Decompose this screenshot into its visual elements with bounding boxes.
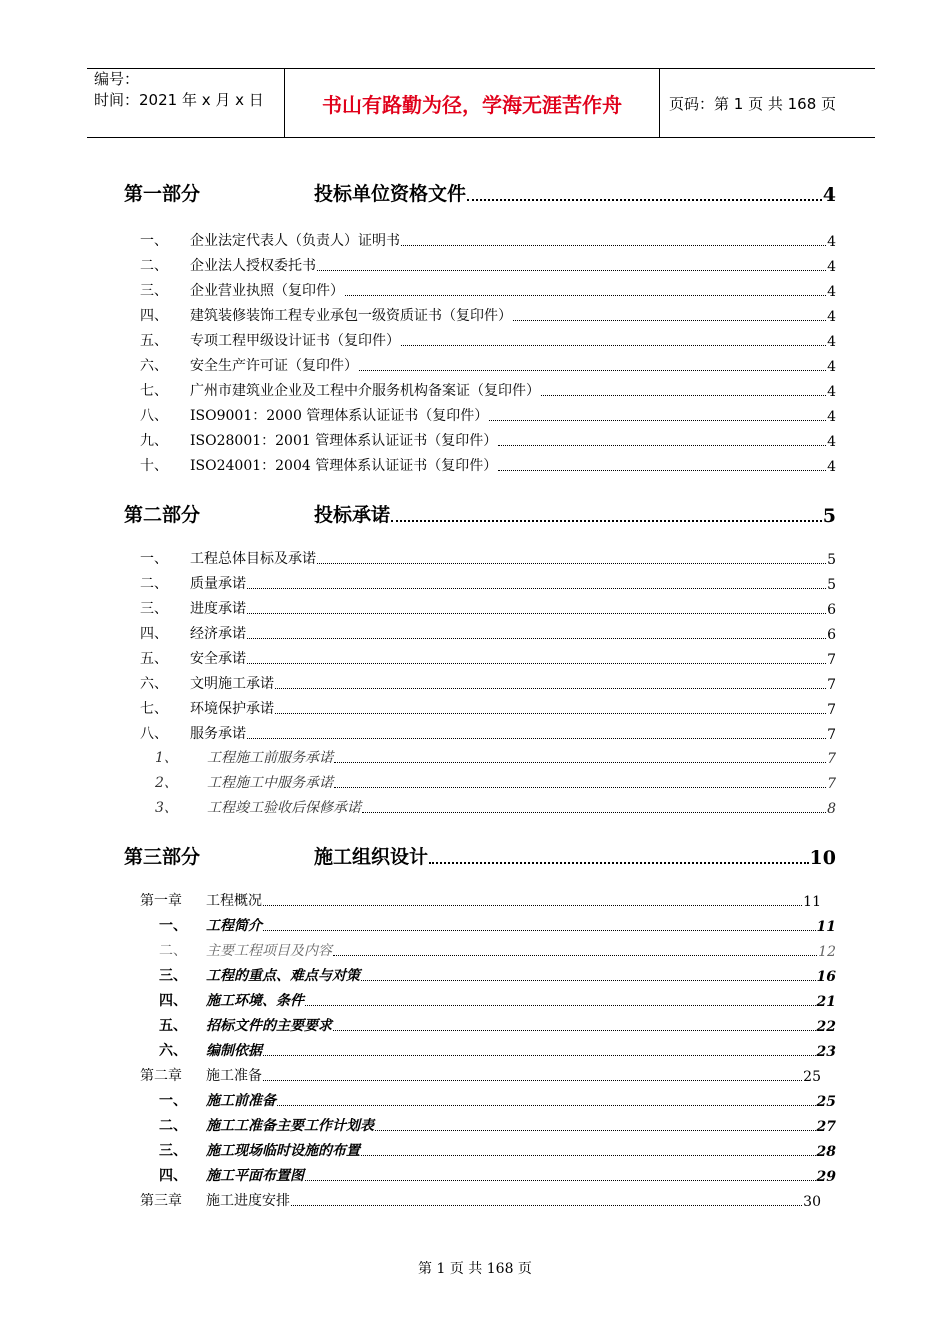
toc-leader-dots	[263, 929, 816, 931]
toc-entry-number: 第二章	[140, 1068, 182, 1084]
toc-entry-number: 四、	[159, 993, 187, 1009]
toc-item[interactable]	[140, 598, 836, 618]
toc-item[interactable]	[140, 430, 836, 450]
toc-item[interactable]	[140, 573, 836, 593]
toc-entry-number: 六、	[140, 358, 168, 374]
toc-entry-title: 建筑装修装饰工程专业承包一级资质证书（复印件）	[190, 308, 512, 324]
toc-entry-page: 11	[816, 919, 836, 935]
header-meta	[87, 69, 285, 137]
toc-entry-title: 企业营业执照（复印件）	[190, 283, 344, 299]
page-header	[87, 68, 875, 138]
toc-leader-dots	[401, 344, 826, 346]
toc-entry-title: 企业法人授权委托书	[190, 258, 316, 274]
toc-section[interactable]	[140, 940, 836, 960]
toc-leader-dots	[375, 1129, 816, 1131]
toc-entry-title: 工程总体目标及承诺	[190, 551, 316, 567]
toc-entry-page: 22	[816, 1019, 836, 1035]
toc-entry-page: 4	[827, 384, 836, 400]
toc-entry-page: 4	[827, 334, 836, 350]
toc-entry-title: 服务承诺	[190, 726, 246, 742]
toc-entry-page: 4	[827, 234, 836, 250]
toc-entry-page: 7	[827, 727, 836, 743]
toc-leader-dots	[361, 1154, 816, 1156]
toc-entry-title: 施工进度安排	[206, 1193, 290, 1209]
toc-entry-page: 25	[803, 1069, 821, 1085]
toc-subitem[interactable]	[155, 772, 836, 792]
toc-entry-number: 四、	[159, 1168, 187, 1184]
toc-entry-title: 进度承诺	[190, 601, 246, 617]
toc-entry-page: 11	[803, 894, 821, 910]
header-page-info: 页码：第 1 页 共 168 页	[669, 94, 837, 113]
toc-leader-dots	[263, 904, 802, 906]
toc-leader-dots	[317, 562, 826, 564]
toc-entry-page: 6	[827, 602, 836, 618]
toc-entry-number: 一、	[159, 1093, 187, 1109]
toc-entry-number: 一、	[159, 918, 187, 934]
toc-chapter[interactable]	[140, 1190, 821, 1210]
toc-leader-dots	[277, 1104, 816, 1106]
toc-entry-title: 施工环境、条件	[206, 993, 304, 1009]
toc-entry-number: 四、	[140, 626, 168, 642]
number-label: 编号：	[94, 70, 140, 88]
toc-entry-number: 二、	[159, 943, 187, 959]
toc-item[interactable]	[140, 455, 836, 475]
toc-leader-dots	[291, 1204, 802, 1206]
toc-entry-page: 4	[827, 259, 836, 275]
toc-entry-page: 27	[816, 1119, 836, 1135]
toc-entry-title: 安全承诺	[190, 651, 246, 667]
toc-entry-title: ISO9001：2000 管理体系认证证书（复印件）	[190, 408, 489, 424]
toc-entry-title: 质量承诺	[190, 576, 246, 592]
toc-entry-number: 第三部分	[124, 846, 201, 868]
toc-leader-dots	[429, 861, 809, 864]
toc-item[interactable]	[140, 305, 836, 325]
toc-item[interactable]	[140, 230, 836, 250]
toc-item[interactable]	[140, 648, 836, 668]
toc-entry-title: ISO24001：2004 管理体系认证证书（复印件）	[190, 458, 498, 474]
toc-leader-dots	[247, 637, 826, 639]
toc-entry-number: 五、	[140, 333, 168, 349]
toc-subitem[interactable]	[155, 797, 836, 817]
toc-entry-title: 工程竣工验收后保修承诺	[207, 800, 361, 816]
toc-entry-page: 4	[827, 409, 836, 425]
toc-leader-dots	[467, 198, 822, 201]
toc-entry-number: 第一章	[140, 893, 182, 909]
toc-section[interactable]	[140, 990, 836, 1010]
toc-entry-number: 3、	[155, 800, 178, 816]
toc-entry-title: 主要工程项目及内容	[206, 943, 332, 959]
toc-entry-page: 21	[816, 994, 836, 1010]
toc-entry-number: 一、	[140, 233, 168, 249]
toc-leader-dots	[317, 269, 826, 271]
toc-entry-title: 广州市建筑业企业及工程中介服务机构备案证（复印件）	[190, 383, 540, 399]
toc-entry-page: 28	[816, 1144, 836, 1160]
toc-leader-dots	[263, 1079, 802, 1081]
toc-part-3[interactable]	[124, 841, 836, 869]
toc-leader-dots	[362, 811, 826, 813]
toc-entry-number: 十、	[140, 458, 168, 474]
toc-entry-page: 7	[827, 677, 836, 693]
toc-entry-title: 安全生产许可证（复印件）	[190, 358, 358, 374]
toc-entry-number: 二、	[159, 1118, 187, 1134]
toc-section[interactable]	[140, 1040, 836, 1060]
toc-entry-title: 施工工准备主要工作计划表	[206, 1118, 374, 1134]
toc-entry-number: 七、	[140, 701, 168, 717]
toc-item[interactable]	[140, 255, 836, 275]
toc-leader-dots	[513, 319, 826, 321]
toc-entry-page: 12	[818, 944, 836, 960]
toc-entry-page: 7	[827, 776, 836, 792]
toc-entry-number: 四、	[140, 308, 168, 324]
toc-entry-number: 六、	[140, 676, 168, 692]
toc-entry-number: 二、	[140, 576, 168, 592]
toc-entry-page: 16	[816, 969, 836, 985]
toc-entry-number: 第三章	[140, 1193, 182, 1209]
toc-item[interactable]	[140, 548, 836, 568]
toc-entry-number: 二、	[140, 258, 168, 274]
toc-entry-number: 1、	[155, 750, 178, 766]
toc-entry-page: 10	[809, 847, 836, 869]
toc-leader-dots	[489, 419, 826, 421]
toc-entry-page: 5	[827, 577, 836, 593]
toc-item[interactable]	[140, 355, 836, 375]
toc-leader-dots	[361, 979, 816, 981]
toc-leader-dots	[275, 712, 826, 714]
toc-section[interactable]	[140, 965, 836, 985]
toc-entry-title: 施工前准备	[206, 1093, 276, 1109]
toc-subitem[interactable]	[155, 747, 836, 767]
toc-entry-page: 4	[827, 359, 836, 375]
toc-item[interactable]	[140, 380, 836, 400]
toc-leader-dots	[247, 737, 826, 739]
toc-entry-number: 六、	[159, 1043, 187, 1059]
toc-entry-page: 5	[827, 552, 836, 568]
toc-entry-number: 第二部分	[124, 504, 201, 526]
toc-entry-number: 一、	[140, 551, 168, 567]
toc-part-1[interactable]	[124, 178, 836, 206]
toc-entry-number: 五、	[140, 651, 168, 667]
toc-entry-title: 经济承诺	[190, 626, 246, 642]
toc-entry-title: 施工组织设计	[314, 846, 429, 868]
toc-item[interactable]	[140, 698, 836, 718]
toc-entry-page: 7	[827, 652, 836, 668]
toc-item[interactable]	[140, 723, 836, 743]
toc-leader-dots	[498, 469, 826, 471]
toc-entry-title: 投标承诺	[314, 504, 391, 526]
toc-entry-title: 编制依据	[206, 1043, 262, 1059]
toc-entry-title: 施工准备	[206, 1068, 262, 1084]
toc-leader-dots	[334, 761, 826, 763]
toc-entry-title: 投标单位资格文件	[314, 183, 467, 205]
toc-leader-dots	[247, 587, 826, 589]
toc-leader-dots	[401, 244, 826, 246]
toc-entry-page: 4	[822, 184, 836, 206]
toc-chapter[interactable]	[140, 1065, 821, 1085]
toc-item[interactable]	[140, 330, 836, 350]
toc-entry-number: 2、	[155, 775, 178, 791]
toc-entry-page: 30	[803, 1194, 821, 1210]
toc-entry-title: 工程的重点、难点与对策	[206, 968, 360, 984]
toc-entry-page: 5	[822, 505, 836, 527]
toc-entry-page: 4	[827, 309, 836, 325]
toc-leader-dots	[263, 1054, 816, 1056]
page-footer: 第 1 页 共 168 页	[418, 1261, 532, 1277]
toc-part-2[interactable]	[124, 499, 836, 527]
toc-entry-page: 4	[827, 434, 836, 450]
toc-entry-page: 23	[816, 1044, 836, 1060]
toc-entry-title: 工程施工前服务承诺	[207, 750, 333, 766]
toc-entry-title: 招标文件的主要要求	[206, 1018, 332, 1034]
toc-leader-dots	[391, 519, 822, 522]
time-label: 时间：2021 年 x 月 x 日	[94, 91, 264, 109]
toc-entry-title: 专项工程甲级设计证书（复印件）	[190, 333, 400, 349]
toc-chapter[interactable]	[140, 890, 821, 910]
toc-entry-title: 企业法定代表人（负责人）证明书	[190, 233, 400, 249]
toc-entry-title: 环境保护承诺	[190, 701, 274, 717]
toc-section[interactable]	[140, 915, 836, 935]
toc-item[interactable]	[140, 280, 836, 300]
toc-item[interactable]	[140, 673, 836, 693]
toc-entry-number: 五、	[159, 1018, 187, 1034]
toc-entry-title: 施工平面布置图	[206, 1168, 304, 1184]
toc-item[interactable]	[140, 405, 836, 425]
toc-entry-title: 工程施工中服务承诺	[207, 775, 333, 791]
toc-section[interactable]	[140, 1090, 836, 1110]
toc-entry-title: 工程概况	[206, 893, 262, 909]
toc-entry-number: 三、	[159, 1143, 187, 1159]
toc-entry-number: 三、	[140, 283, 168, 299]
toc-entry-number: 八、	[140, 408, 168, 424]
toc-leader-dots	[305, 1004, 816, 1006]
toc-leader-dots	[333, 954, 817, 956]
toc-leader-dots	[359, 369, 826, 371]
toc-entry-page: 7	[827, 751, 836, 767]
toc-entry-title: 文明施工承诺	[190, 676, 274, 692]
toc-section[interactable]	[140, 1015, 836, 1035]
toc-leader-dots	[333, 1029, 816, 1031]
toc-leader-dots	[247, 612, 826, 614]
toc-section[interactable]	[140, 1140, 836, 1160]
toc-item[interactable]	[140, 623, 836, 643]
toc-entry-title: 施工现场临时设施的布置	[206, 1143, 360, 1159]
toc-entry-number: 第一部分	[124, 183, 201, 205]
toc-entry-number: 三、	[140, 601, 168, 617]
toc-leader-dots	[345, 294, 826, 296]
toc-section[interactable]	[140, 1115, 836, 1135]
toc-entry-title: ISO28001：2001 管理体系认证证书（复印件）	[190, 433, 498, 449]
toc-entry-number: 八、	[140, 726, 168, 742]
toc-entry-number: 三、	[159, 968, 187, 984]
toc-leader-dots	[305, 1179, 816, 1181]
toc-leader-dots	[247, 662, 826, 664]
toc-entry-page: 29	[816, 1169, 836, 1185]
toc-entry-page: 4	[827, 284, 836, 300]
toc-leader-dots	[498, 444, 826, 446]
toc-entry-number: 九、	[140, 433, 168, 449]
toc-entry-page: 4	[827, 459, 836, 475]
toc-leader-dots	[541, 394, 826, 396]
toc-entry-page: 6	[827, 627, 836, 643]
toc-section[interactable]	[140, 1165, 836, 1185]
header-motto: 书山有路勤为径，学海无涯苦作舟	[285, 69, 660, 137]
toc-entry-page: 7	[827, 702, 836, 718]
toc-leader-dots	[275, 687, 826, 689]
toc-entry-page: 25	[816, 1094, 836, 1110]
toc-entry-title: 工程简介	[206, 918, 262, 934]
toc-entry-number: 七、	[140, 383, 168, 399]
toc-leader-dots	[334, 786, 826, 788]
toc-entry-page: 8	[827, 801, 836, 817]
